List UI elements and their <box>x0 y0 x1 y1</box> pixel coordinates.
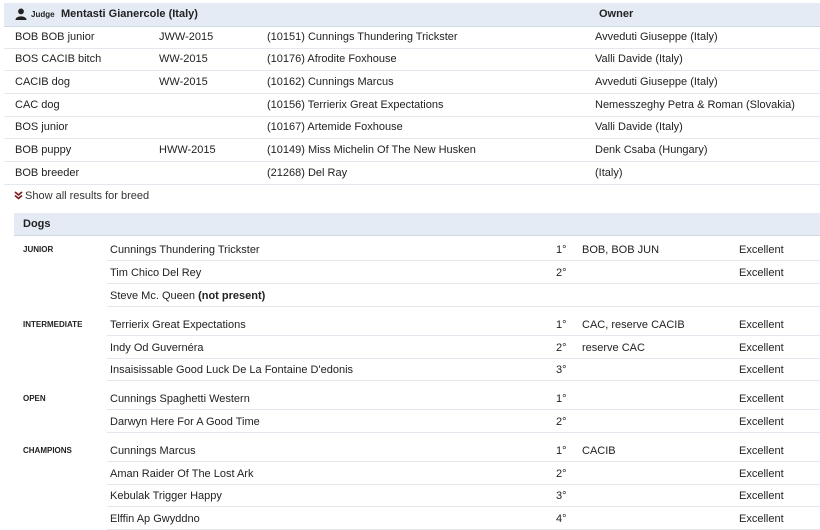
bob-award-row <box>4 139 820 162</box>
owner-name: (Italy) <box>595 167 623 179</box>
owner-name: Valli Davide (Italy) <box>595 53 683 65</box>
dog-name[interactable] <box>110 490 222 502</box>
grade-text: Excellent <box>739 445 784 457</box>
dog-name-text: Insaisissable Good Luck De La Fontaine D'edonis <box>110 364 354 376</box>
dog-link[interactable]: (10149) Miss Michelin Of The New Husken <box>267 144 476 156</box>
bob-award-row <box>4 94 820 117</box>
result-row <box>14 337 820 359</box>
owner-column-header: Owner <box>599 8 634 20</box>
row-divider <box>107 380 820 381</box>
owner-name: Avveduti Giuseppe (Italy) <box>595 76 718 88</box>
dog-name[interactable] <box>110 342 204 354</box>
dog-name[interactable] <box>110 513 200 525</box>
grade-text: Excellent <box>739 513 784 525</box>
class-label: CHAMPIONS <box>23 446 72 455</box>
dog-name-text: Darwyn Here For A Good Time <box>110 416 260 428</box>
dog-link[interactable]: (21268) Del Ray <box>267 167 348 179</box>
dog-name[interactable] <box>110 445 196 457</box>
dog-name-text: Elffin Ap Gwyddno <box>110 513 200 525</box>
result-row <box>14 239 820 261</box>
dogs-section-header <box>14 213 820 236</box>
bob-award-row <box>4 116 820 139</box>
class-label: OPEN <box>23 394 46 403</box>
result-row <box>14 388 820 410</box>
placement: 1° <box>556 393 567 405</box>
dog-name[interactable] <box>110 267 201 279</box>
award-name: BOB puppy <box>15 144 72 156</box>
dog-name-text: Indy Od Guvernéra <box>110 342 204 354</box>
placement: 2° <box>556 342 567 354</box>
dog-link[interactable]: (10176) Afrodite Foxhouse <box>267 53 397 65</box>
grade-text: Excellent <box>739 267 784 279</box>
dogs-section-title: Dogs <box>23 218 51 230</box>
dog-name[interactable] <box>110 290 265 302</box>
result-row <box>14 285 820 307</box>
placement: 4° <box>556 513 567 525</box>
bob-award-row <box>4 162 820 185</box>
placement: 2° <box>556 267 567 279</box>
dog-link[interactable]: (10162) Cunnings Marcus <box>267 76 394 88</box>
grade-text: Excellent <box>739 244 784 256</box>
dog-name-text: Cunnings Marcus <box>110 445 196 457</box>
placement: 1° <box>556 244 567 256</box>
result-row <box>14 440 820 462</box>
award-name: CACIB dog <box>15 76 71 88</box>
award-name: BOB breeder <box>15 167 80 179</box>
placement: 2° <box>556 416 567 428</box>
dog-name[interactable] <box>110 244 260 256</box>
owner-name: Nemesszeghy Petra & Roman (Slovakia) <box>595 99 795 111</box>
placement: 2° <box>556 468 567 480</box>
placement: 3° <box>556 364 567 376</box>
row-divider <box>107 409 820 410</box>
result-row <box>14 508 820 530</box>
dog-name[interactable] <box>110 393 250 405</box>
dog-name-text: Cunnings Spaghetti Western <box>110 393 250 405</box>
dog-name[interactable] <box>110 468 253 480</box>
grade-text: Excellent <box>739 342 784 354</box>
result-row <box>14 262 820 284</box>
grade-text: Excellent <box>739 364 784 376</box>
grade-text: Excellent <box>739 319 784 331</box>
grade-text: Excellent <box>739 416 784 428</box>
result-row <box>14 463 820 485</box>
dog-name[interactable] <box>110 364 353 376</box>
person-icon <box>15 8 27 20</box>
show-all-results-label: Show all results for breed <box>25 190 150 202</box>
result-row <box>14 359 820 381</box>
bob-award-row <box>4 48 820 71</box>
bob-award-row <box>4 26 820 49</box>
row-divider <box>107 506 820 507</box>
award-text: reserve CAC <box>582 342 645 354</box>
show-all-results-link[interactable] <box>14 190 149 202</box>
row-divider <box>107 260 820 261</box>
row-divider <box>107 283 820 284</box>
dog-name-text: Terrierix Great Expectations <box>110 319 246 331</box>
dog-name[interactable] <box>110 319 246 331</box>
dog-name[interactable] <box>110 416 260 428</box>
award-name: BOS junior <box>15 121 69 133</box>
judge-label: Judge <box>31 10 55 19</box>
row-divider <box>107 461 820 462</box>
award-name: BOS CACIB bitch <box>15 53 102 65</box>
award-text: BOB, BOB JUN <box>582 244 660 256</box>
class-label: INTERMEDIATE <box>23 320 83 329</box>
judge-name: Mentasti Gianercole (Italy) <box>61 8 198 20</box>
double-chevron-down-icon <box>14 191 23 200</box>
award-text: CACIB <box>582 445 616 457</box>
award-text: CAC, reserve CACIB <box>582 319 685 331</box>
grade-text: Excellent <box>739 468 784 480</box>
dog-name-text: Tim Chico Del Rey <box>110 267 202 279</box>
placement: 3° <box>556 490 567 502</box>
result-row <box>14 314 820 336</box>
dog-title: JWW-2015 <box>159 31 214 43</box>
dog-link[interactable]: (10167) Artemide Foxhouse <box>267 121 403 133</box>
placement: 1° <box>556 445 567 457</box>
owner-name: Avveduti Giuseppe (Italy) <box>595 31 718 43</box>
row-divider <box>107 432 820 433</box>
dog-name-text: Cunnings Thundering Trickster <box>110 244 260 256</box>
owner-name: Valli Davide (Italy) <box>595 121 683 133</box>
owner-name: Denk Csaba (Hungary) <box>595 144 708 156</box>
grade-text: Excellent <box>739 393 784 405</box>
dog-title: HWW-2015 <box>159 144 216 156</box>
award-name: BOB BOB junior <box>15 31 95 43</box>
dog-title: WW-2015 <box>159 76 208 88</box>
result-row <box>14 411 820 433</box>
dog-title: WW-2015 <box>159 53 208 65</box>
bob-award-row <box>4 71 820 94</box>
dog-link[interactable]: (10151) Cunnings Thundering Trickster <box>267 31 458 43</box>
not-present-note: (not present) <box>198 290 266 302</box>
result-row <box>14 485 820 507</box>
placement: 1° <box>556 319 567 331</box>
award-name: CAC dog <box>15 99 60 111</box>
judge-header <box>4 3 820 27</box>
dog-link[interactable]: (10156) Terrierix Great Expectations <box>267 99 444 111</box>
row-divider <box>107 335 820 336</box>
row-divider <box>107 306 820 307</box>
dog-name-text: Aman Raider Of The Lost Ark <box>110 468 254 480</box>
dog-name-text: Kebulak Trigger Happy <box>110 490 222 502</box>
class-label: JUNIOR <box>23 245 54 254</box>
dog-name-text: Steve Mc. Queen <box>110 290 195 302</box>
grade-text: Excellent <box>739 490 784 502</box>
